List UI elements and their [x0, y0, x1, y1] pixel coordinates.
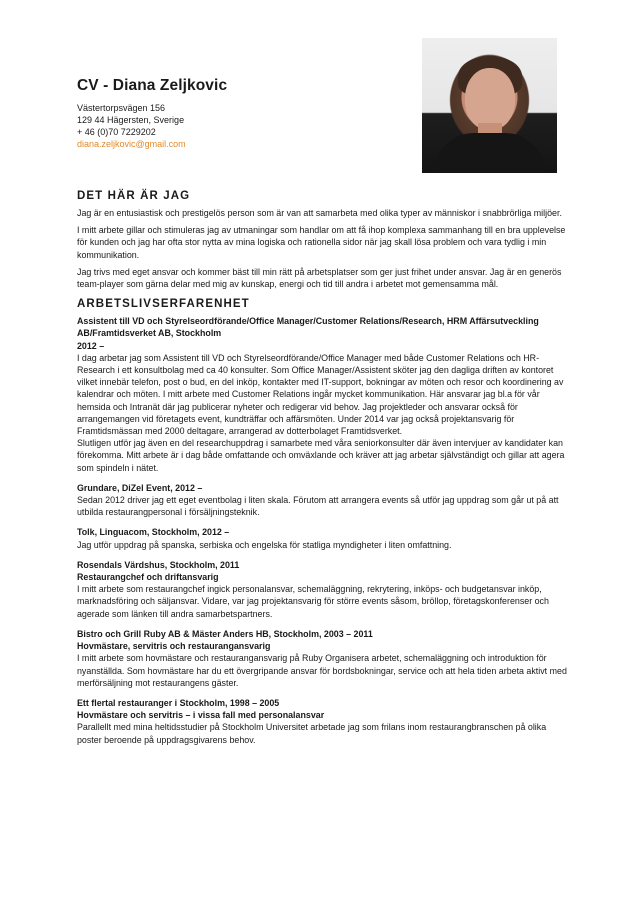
job-entry: [77, 559, 567, 620]
job-title: Grundare, DiZel Event, 2012 –: [77, 482, 203, 493]
about-paragraph: I mitt arbete gillar och stimuleras jag av utmaningar som handlar om att få ihop komplexa sammanhang till en bra upplevelse för kunden och jag har ofta stor nytta av mina logiska och rationella sidor när jag skall lösa problem och vara tydlig i min kommunikation.: [77, 225, 566, 260]
job-entry: [77, 697, 567, 746]
email-link[interactable]: diana.zeljkovic@gmail.com: [77, 139, 186, 150]
job-description: Parallellt med mina heltidsstudier på Stockholm Universitet arbetade jag som frilans inom restaurangbranschen på olika poster beroende på uppdragsgivarens behov.: [77, 722, 547, 745]
about-paragraph: Jag trivs med eget ansvar och kommer bäst till min rätt på arbetsplatser som ger just frihet under ansvar. Jag är en generös team-player som gärna delar med mig av kunskap, energi och tid till andra i arbetet mot gemensamma mål.: [77, 266, 562, 290]
job-description: I mitt arbete som hovmästare och restaurangansvarig på Ruby Organisera arbetet, schemaläggning och introduktion för nyanställda. Som hovmästare har du ett övergripande ansvar för bordsbokningar, service och att hela tiden arbeta aktivt med merförsäljning mot restaurangens gäster.: [77, 653, 567, 688]
page-title: CV - Diana Zeljkovic: [77, 77, 228, 94]
job-title: Ett flertal restauranger i Stockholm, 1998 – 2005: [77, 697, 280, 708]
job-subtitle: Restaurangchef och driftansvarig: [77, 572, 219, 583]
job-entry: [77, 482, 567, 519]
job-description: I mitt arbete som restaurangchef ingick personalansvar, schemaläggning, rekrytering, inköps- och budgetansvar inköp, marknadsföring och säljansvar. Vidare, var jag projektansvarig för större events såsom, bröllop, företagskonferenser och agerade som länken till andra samarbetspartners.: [77, 584, 549, 619]
job-title: Bistro och Grill Ruby AB & Mäster Anders HB, Stockholm, 2003 – 2011: [77, 628, 373, 639]
job-description: Jag utför uppdrag på spanska, serbiska och engelska för statliga myndigheter i liten omfattning.: [77, 539, 452, 550]
job-entry: [77, 628, 567, 689]
cv-header: [77, 77, 397, 150]
about-paragraph: Jag är en entusiastisk och prestigelös person som är van att samarbeta med olika typer av människor i snabbrörliga miljöer.: [77, 208, 562, 218]
about-heading: DET HÄR ÄR JAG: [77, 190, 191, 202]
photo-shoulders: [434, 133, 545, 173]
job-subtitle: Hovmästare och servitris – i vissa fall med personalansvar: [77, 710, 325, 721]
address-line-2: 129 44 Hägersten, Sverige: [77, 115, 185, 126]
experience-section: [77, 298, 567, 746]
experience-heading: ARBETSLIVSERFARENHET: [77, 298, 250, 311]
profile-photo: [422, 38, 557, 173]
phone-number: + 46 (0)70 7229202: [77, 127, 156, 138]
job-description: Sedan 2012 driver jag ett eget eventbolag i liten skala. Förutom att arrangera events så utför jag uppdrag som går ut på att utbilda restaurangpersonal i försäljningsteknik.: [77, 495, 559, 518]
address-line-1: Västertorpsvägen 156: [77, 103, 166, 114]
job-description: I dag arbetar jag som Assistent till VD och Styrelseordförande/Office Manager med både Customer Relations och HR-Research i ett konsultbolag med ca 40 konsulter. Som Office Manager/Assistent sköter jag den dagliga driften av kontoret vilket innebär telefon, post o bud, en del inköp, kontakter med IT-support, bokningar av möten och resor och koordinering av kalendrar och möten. I mitt arbete med Customer Relations ingår mycket kommunikation. Här ansvarar jag bl.a för vår hemsida och Intranät där jag publicerar nyheter och redigerar vid behov. Jag projektleder och ansvarar också för arrangemangen vid företagets event, kundträffar och affärsmöten. Under 2014 var jag också projektansvarig för Framtidsmässan med 2000 deltagare, arrangerad av dotterbolaget Framtidsverket. Slutligen utför jag även en del researchuppdrag i samarbete med våra seniorkonsulter där även intervjuer av kandidater kan förekomma. Mitt arbete är i dag både omfattande och omväxlande och kräver att jag arbetar självständigt och gillar att agera som spindeln i nätet.: [77, 352, 565, 473]
job-subtitle: 2012 –: [77, 340, 105, 351]
cv-content: [77, 190, 567, 754]
photo-face: [465, 68, 515, 130]
job-title: Rosendals Värdshus, Stockholm, 2011: [77, 559, 240, 570]
job-entry: [77, 315, 567, 474]
job-entry: [77, 526, 567, 550]
about-section: [77, 190, 567, 290]
job-title: Assistent till VD och Styrelseordförande/Office Manager/Customer Relations/Research, HRM Affärsutveckling AB/Framtidsverket AB, Stockholm: [77, 316, 539, 339]
job-subtitle: Hovmästare, servitris och restaurangansvarig: [77, 641, 271, 652]
job-title: Tolk, Linguacom, Stockholm, 2012 –: [77, 527, 230, 538]
